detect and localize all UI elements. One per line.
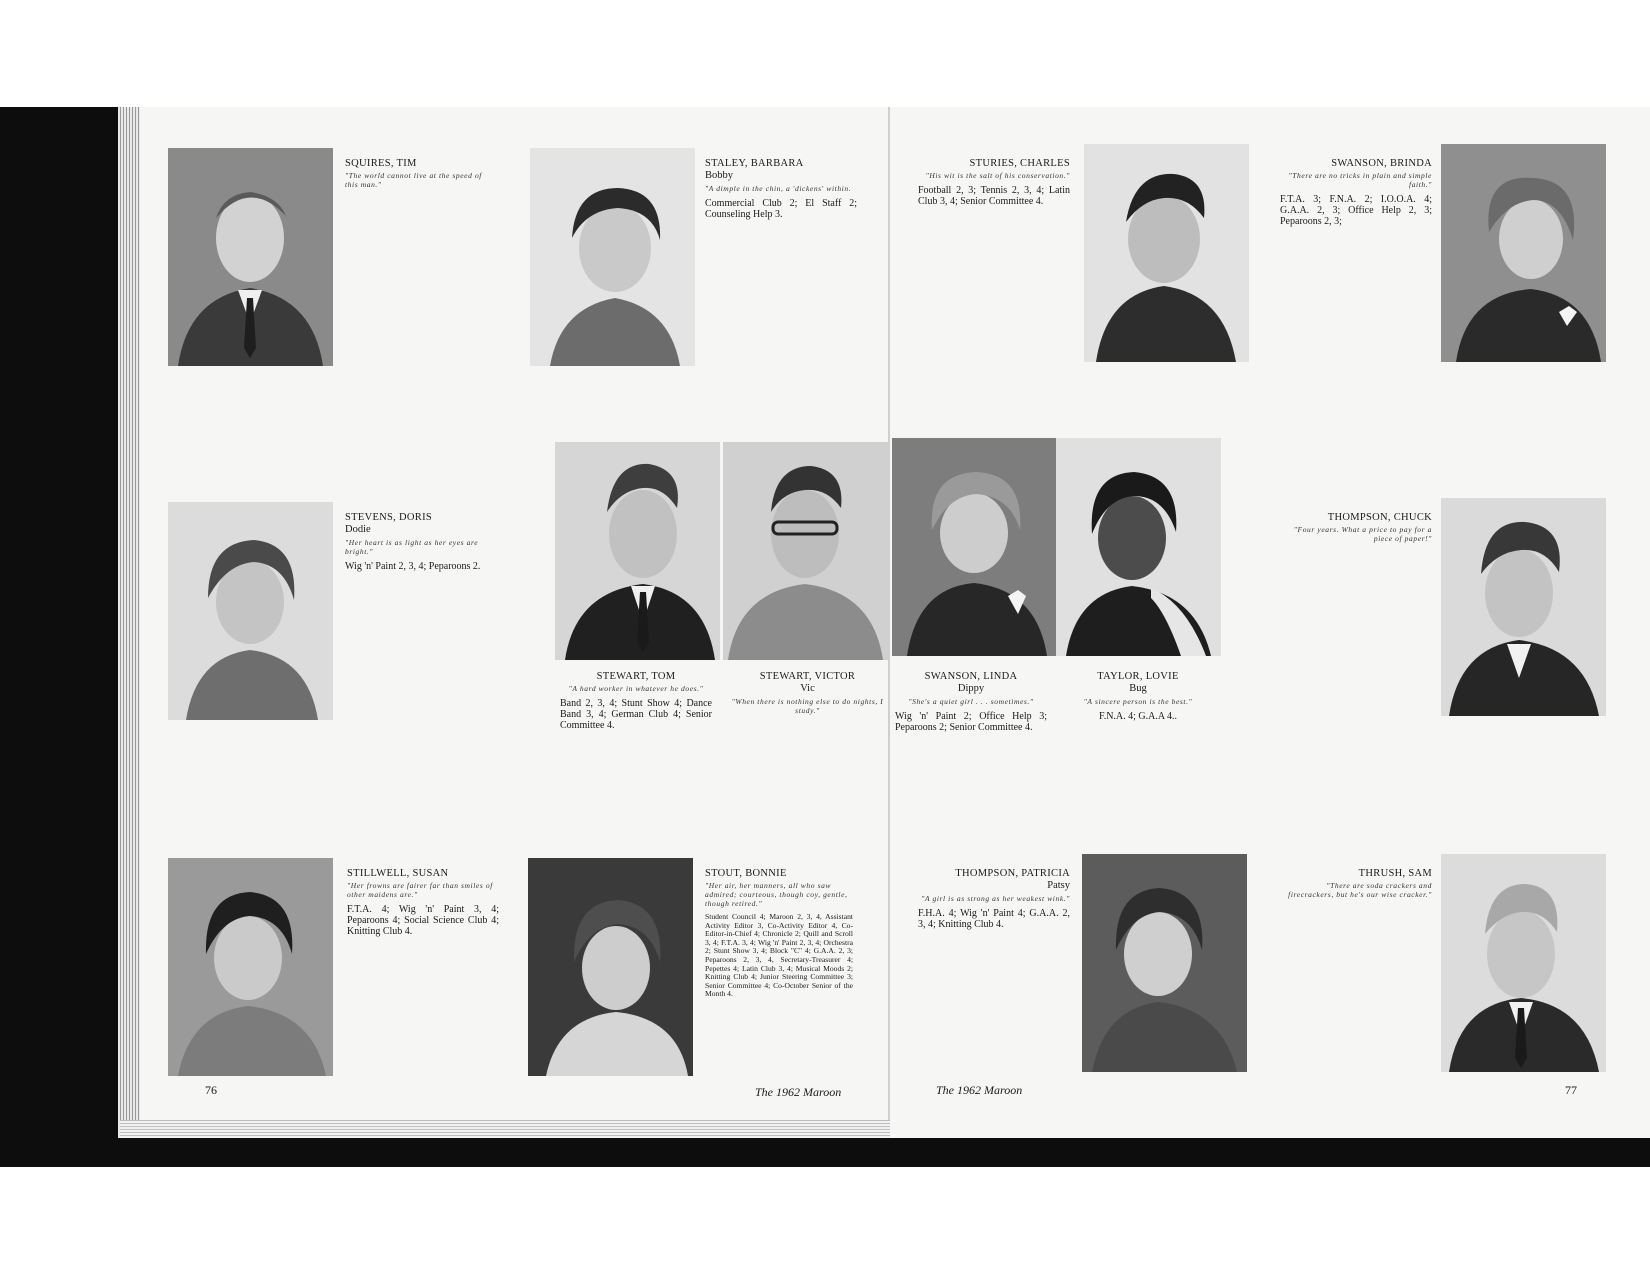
entry-stewart-victor	[730, 671, 885, 720]
student-activities: Student Council 4; Maroon 2, 3, 4, Assistant Activity Editor 3, Co-Activity Editor 4, Co-Editor-in-Chief 4; Chronicle 2; Quill and Scroll 3, 4; F.T.A. 3, 4; Wig 'n' Paint 2, 3, 4; Orchestra 2; Stunt Show 3, 4; Block "C" 4; G.A.A. 2, 3; Peparoons 2, 3, 4, Secretary-Treasurer 4; Pepettes 4; Latin Club 3, 4; Musical Moods 2; Knitting Club 4; Junior Steering Committee 3; Senior Committee 4; Co-October Senior of the Month 4.	[705, 912, 853, 999]
student-name: STEVENS, DORIS	[345, 512, 433, 523]
student-name: THOMPSON, CHUCK	[1327, 512, 1432, 523]
portrait-photo-squires-tim	[168, 148, 333, 366]
student-quote: "Her heart is as light as her eyes are bright."	[345, 538, 479, 556]
entry-thompson-chuck	[1280, 512, 1432, 548]
student-activities: Band 2, 3, 4; Stunt Show 4; Dance Band 3, 4; German Club 4; Senior Committee 4.	[560, 698, 712, 731]
portrait-photo-staley-barbara	[530, 148, 695, 366]
student-quote: "A hard worker in whatever he does."	[568, 684, 704, 693]
student-name: STOUT, BONNIE	[705, 868, 787, 879]
student-activities: F.T.A. 3; F.N.A. 2; I.O.O.A. 4; G.A.A. 2, 3; Office Help 2, 3; Peparoons 2, 3;	[1280, 194, 1432, 227]
portrait-photo-stewart-victor	[723, 442, 888, 660]
entry-taylor-lovie	[1062, 671, 1214, 722]
portrait-photo-sturies-charles	[1084, 144, 1249, 362]
right-page-footer: The 1962 Maroon	[936, 1083, 1023, 1097]
student-name: THOMPSON, PATRICIA	[955, 868, 1070, 879]
student-quote: "She's a quiet girl . . . sometimes."	[908, 697, 1034, 706]
page-edges	[120, 1120, 890, 1138]
student-nickname: Patsy	[1047, 880, 1070, 891]
portrait-photo-swanson-linda	[892, 438, 1057, 656]
student-name: TAYLOR, LOVIE	[1097, 671, 1179, 682]
portrait-photo-swanson-brinda	[1441, 144, 1606, 362]
portrait-photo-thompson-chuck	[1441, 498, 1606, 716]
page-gutter	[888, 107, 890, 1138]
student-quote: "Four years. What a price to pay for a piece of paper!"	[1293, 525, 1432, 543]
student-quote: "Her frowns are fairer far than smiles of other maidens are."	[347, 881, 493, 899]
student-activities: F.T.A. 4; Wig 'n' Paint 3, 4; Peparoons 4; Social Science Club 4; Knitting Club 4.	[347, 904, 499, 937]
student-nickname: Vic	[800, 683, 815, 694]
right-page-number: 77	[1565, 1083, 1577, 1097]
entry-swanson-brinda	[1280, 158, 1432, 227]
student-quote: "There are soda crackers and firecrackers, but he's our wise cracker."	[1288, 881, 1432, 899]
portrait-photo-stewart-tom	[555, 442, 720, 660]
book-binding	[118, 107, 140, 1138]
student-quote: "There are no tricks in plain and simple faith."	[1288, 171, 1432, 189]
entry-stillwell-susan	[347, 868, 499, 937]
portrait-photo-stevens-doris	[168, 502, 333, 720]
entry-swanson-linda	[895, 671, 1047, 733]
portrait-photo-thrush-sam	[1441, 854, 1606, 1072]
student-name: STEWART, TOM	[596, 671, 676, 682]
student-activities: Commercial Club 2; El Staff 2; Counseling Help 3.	[705, 198, 857, 220]
student-name: SWANSON, LINDA	[924, 671, 1018, 682]
entry-stout-bonnie	[705, 868, 853, 999]
student-quote: "A girl is as strong as her weakest wink."	[921, 894, 1070, 903]
student-quote: "The world cannot live at the speed of this man."	[345, 171, 482, 189]
student-name: SWANSON, BRINDA	[1331, 158, 1432, 169]
entry-squires-tim	[345, 158, 497, 194]
student-nickname: Bobby	[705, 170, 734, 181]
portrait-photo-stout-bonnie	[528, 858, 693, 1076]
student-activities: Football 2, 3; Tennis 2, 3, 4; Latin Club 3, 4; Senior Committee 4.	[918, 185, 1070, 207]
student-nickname: Bug	[1129, 683, 1147, 694]
student-name: THRUSH, SAM	[1358, 868, 1432, 879]
entry-stewart-tom	[560, 671, 712, 731]
student-activities: F.N.A. 4; G.A.A 4..	[1098, 711, 1178, 722]
left-page-number: 76	[205, 1083, 217, 1097]
entry-sturies-charles	[918, 158, 1070, 207]
entry-thompson-patricia	[918, 868, 1070, 930]
entry-staley-barbara	[705, 158, 857, 220]
student-activities: Wig 'n' Paint 2, 3, 4; Peparoons 2.	[345, 561, 481, 572]
student-activities: F.H.A. 4; Wig 'n' Paint 4; G.A.A. 2, 3, 4; Knitting Club 4.	[918, 908, 1070, 930]
student-nickname: Dippy	[957, 683, 985, 694]
portrait-photo-thompson-patricia	[1082, 854, 1247, 1072]
student-name: STEWART, VICTOR	[759, 671, 856, 682]
entry-stevens-doris	[345, 512, 497, 572]
student-quote: "When there is nothing else to do nights, I study."	[731, 697, 884, 715]
entry-thrush-sam	[1280, 868, 1432, 904]
student-quote: "A dimple in the chin, a 'dickens' within.	[705, 184, 852, 193]
student-name: STALEY, BARBARA	[705, 158, 804, 169]
student-name: STURIES, CHARLES	[969, 158, 1070, 169]
student-name: SQUIRES, TIM	[345, 158, 417, 169]
student-activities: Wig 'n' Paint 2; Office Help 3; Peparoons 2; Senior Committee 4.	[895, 711, 1047, 733]
portrait-photo-stillwell-susan	[168, 858, 333, 1076]
student-quote: "A sincere person is the best."	[1083, 697, 1193, 706]
student-name: STILLWELL, SUSAN	[347, 868, 449, 879]
left-page-footer: The 1962 Maroon	[755, 1085, 842, 1099]
student-quote: "His wit is the salt of his conservation."	[925, 171, 1070, 180]
student-quote: "Her air, her manners, all who saw admired; courteous, though coy, gentle, though retired."	[705, 881, 848, 908]
student-nickname: Dodie	[345, 524, 371, 535]
portrait-photo-taylor-lovie	[1056, 438, 1221, 656]
